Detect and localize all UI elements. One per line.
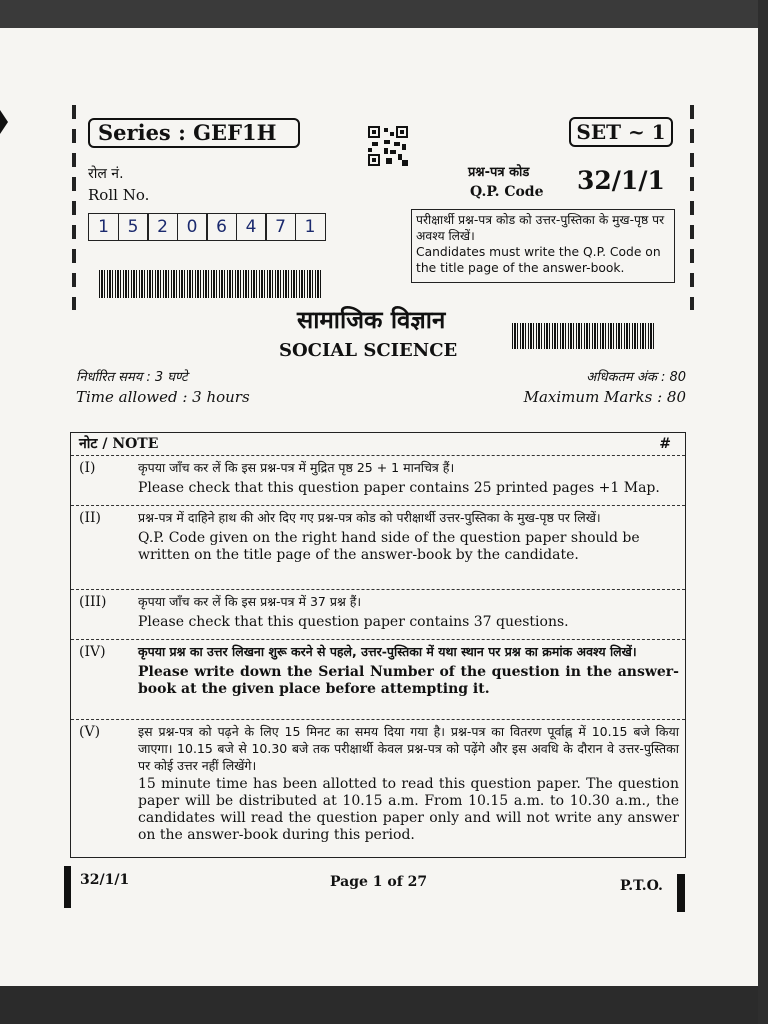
- footer-mark-right: [677, 874, 685, 912]
- barcode-icon: [99, 270, 321, 298]
- note-item-hindi: कृपया प्रश्न का उत्तर लिखना शुरू करने से पहले, उत्तर-पुस्तिका में यथा स्थान पर प्रश्न का क्रमांक अवश्य लिखें।: [138, 644, 637, 659]
- note-item-hindi: कृपया जाँच कर लें कि इस प्रश्न-पत्र में मुद्रित पृष्ठ 25 + 1 मानचित्र हैं।: [138, 460, 455, 475]
- time-allowed-english: Time allowed : 3 hours: [76, 388, 250, 406]
- background-edge: [758, 0, 768, 1024]
- right-dash-border: [690, 105, 694, 310]
- note-item-number: (V): [79, 724, 101, 740]
- subject-title-english: SOCIAL SCIENCE: [279, 340, 458, 361]
- note-item-english: Please check that this question paper contains 25 printed pages +1 Map.: [138, 480, 660, 496]
- note-item-hindi: इस प्रश्न-पत्र को पढ़ने के लिए 15 मिनट का समय दिया गया है। प्रश्न-पत्र का वितरण पूर्वाह्न में 10.15 बजे किया जाएगा। 10.15 बजे से 10.30 बजे तक परीक्षार्थी केवल प्रश्न-पत्र को पढ़ेंगे और इस अवधि के दौरान वे उत्तर-पुस्तिका पर कोई उत्तर नहीं लिखेंगे।: [138, 724, 679, 773]
- note-item: [71, 720, 685, 858]
- note-item-number: (II): [79, 510, 101, 526]
- note-table: [70, 432, 686, 858]
- qp-instruction-hindi: परीक्षार्थी प्रश्न-पत्र कोड को उत्तर-पुस्तिका के मुख-पृष्ठ पर अवश्य लिखें।: [416, 213, 665, 243]
- note-item-english: Please check that this question paper contains 37 questions.: [138, 614, 569, 630]
- qp-label-hindi: प्रश्न-पत्र कोड: [468, 165, 530, 180]
- roll-label-hindi: रोल नं.: [88, 166, 124, 182]
- qr-code-icon: [368, 126, 408, 166]
- note-item: [71, 456, 685, 506]
- note-item-hindi: प्रश्न-पत्र में दाहिने हाथ की ओर दिए गए प्रश्न-पत्र कोड को परीक्षार्थी उत्तर-पुस्तिका के मुख-पृष्ठ पर लिखें।: [138, 510, 601, 525]
- max-marks-hindi: अधिकतम अंक : 80: [586, 370, 686, 385]
- note-item-english: Please write down the Serial Number of the question in the answer-book at the given place before attempting it.: [138, 664, 679, 697]
- roll-digit-box: 1: [295, 213, 326, 241]
- note-item-hindi: कृपया जाँच कर लें कि इस प्रश्न-पत्र में 37 प्रश्न हैं।: [138, 594, 362, 609]
- note-item: [71, 590, 685, 640]
- qp-label-english: Q.P. Code: [470, 184, 544, 200]
- roll-digit-box: 0: [177, 213, 208, 241]
- note-item: [71, 506, 685, 590]
- subject-title-hindi: सामाजिक विज्ञान: [297, 306, 446, 334]
- roll-digit-box: 5: [118, 213, 149, 241]
- time-allowed-hindi: निर्धारित समय : 3 घण्टे: [76, 370, 188, 385]
- qp-instruction-english: Candidates must write the Q.P. Code on the title page of the answer-book.: [416, 245, 661, 275]
- footer-mark-left: [64, 866, 71, 908]
- pto-label: P.T.O.: [620, 878, 663, 894]
- qp-instruction-box: [411, 209, 675, 283]
- footer-qp-code: 32/1/1: [80, 872, 130, 888]
- note-item-english: 15 minute time has been allotted to read this question paper. The question paper will be distributed at 10.15 a.m. From 10.15 a.m. to 10.30 a.m., the candidates will read the question paper only and will not write any answer on the answer-book during this period.: [138, 776, 679, 843]
- roll-digit-box: 2: [147, 213, 178, 241]
- roll-digit-box: 1: [88, 213, 119, 241]
- series-box: Series : GEF1H: [88, 118, 300, 148]
- note-item-number: (I): [79, 460, 96, 476]
- page-number: Page 1 of 27: [330, 874, 428, 890]
- roll-number-boxes: [88, 213, 324, 241]
- note-item: [71, 640, 685, 720]
- max-marks-english: Maximum Marks : 80: [523, 388, 686, 406]
- roll-digit-box: 7: [265, 213, 296, 241]
- roll-digit-box: 6: [206, 213, 237, 241]
- barcode-icon: [512, 323, 655, 349]
- note-item-number: (III): [79, 594, 107, 610]
- note-item-number: (IV): [79, 644, 106, 660]
- roll-label-english: Roll No.: [88, 186, 150, 204]
- page-edge-arrow: [0, 110, 8, 134]
- set-box: SET ~ 1: [569, 117, 673, 147]
- qp-code-value: 32/1/1: [577, 166, 665, 195]
- note-heading-label: नोट / NOTE: [79, 436, 159, 452]
- roll-digit-box: 4: [236, 213, 267, 241]
- hash-mark: #: [659, 436, 671, 452]
- note-item-english: Q.P. Code given on the right hand side of the question paper should be written on the title page of the answer-book by the candidate.: [138, 530, 640, 563]
- left-dash-border: [72, 105, 76, 310]
- background-shadow: [0, 986, 768, 1024]
- note-heading: [71, 433, 685, 456]
